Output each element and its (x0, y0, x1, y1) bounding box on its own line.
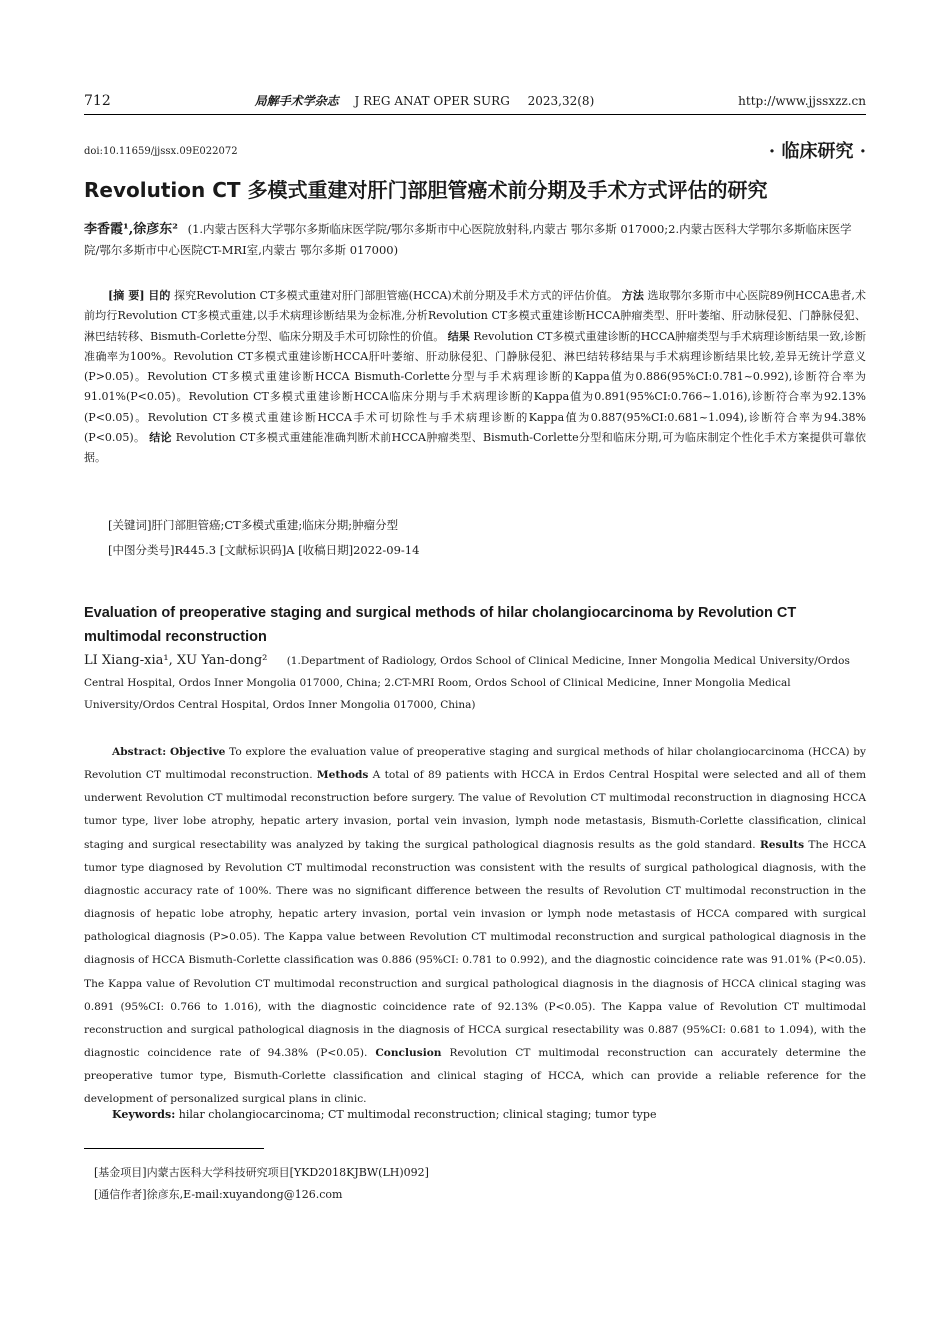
footnote-correspondence: [通信作者]徐彦东,E-mail:xuyandong@126.com (94, 1188, 343, 1201)
author-names-en: LI Xiang-xia¹, XU Yan-dong² (84, 653, 268, 668)
methods-label-cn: 方法 (621, 289, 644, 302)
running-header (84, 92, 866, 110)
methods-cn: 选取鄂尔多斯市中心医院89例HCCA患者,术前均行Revolution CT多模式重建,以手术病理诊断结果为金标准,分析Revolution CT多模式重建诊断HCCA肿瘤类型、肝叶萎缩、肝动脉侵犯、门静脉侵犯、淋巴结转移、Bismuth-Corlette分型、临床分期及手术可切除性的价值。 (84, 289, 867, 343)
conclusion-en: Revolution CT multimodal reconstruction can accurately determine the preoperative tumor type, Bismuth-Corlette classification and clinical staging of HCCA, which can provide a reliable reference for the development of personalized surgical plans in clinic. (84, 1047, 867, 1106)
abstract-label-en: Abstract: (112, 746, 167, 758)
doi[interactable]: doi:10.11659/jjssx.09E022072 (84, 146, 238, 157)
authors-cn (84, 219, 866, 260)
keywords-label-en: Keywords: (112, 1108, 176, 1121)
header-divider (84, 114, 866, 115)
title-cn: Revolution CT 多模式重建对肝门部胆管癌术前分期及手术方式评估的研究 (84, 178, 768, 202)
journal-name-en: J REG ANAT OPER SURG (354, 94, 510, 108)
author-names-cn: 李香霞¹,徐彦东² (84, 222, 178, 237)
abstract-cn (84, 286, 866, 469)
journal-volume: 2023,32(8) (527, 94, 595, 108)
objective-en: To explore the evaluation value of preoperative staging and surgical methods of hilar cholangiocarcinoma (HCCA) by Revolution CT multimodal reconstruction. (84, 746, 866, 782)
keywords-cn: [关键词]肝门部胆管癌;CT多模式重建;临床分期;肿瘤分型 (108, 518, 399, 532)
conclusion-label-cn: 结论 (149, 431, 172, 445)
results-cn: Revolution CT多模式重建诊断的HCCA肿瘤类型与手术病理诊断结果一致,诊断准确率为100%。Revolution CT多模式重建诊断HCCA肝叶萎缩、肝动脉侵犯、门静脉侵犯、淋巴结转移结果与手术病理诊断结果比较,差异无统计学意义(P>0.05)。Revolution CT多模式重建诊断HCCA Bismuth-Corlette分型与手术病理诊断的Kappa值为0.886(95%CI:0.781~0.992),诊断符合率为91.01%(P<0.05)。Revolution CT多模式重建诊断HCCA临床分期与手术病理诊断的Kappa值为0.891(95%CI:0.766~1.016),诊断符合率为92.13%(P<0.05)。Revolution CT多模式重建诊断HCCA手术可切除性与手术病理诊断的Kappa值为0.887(95%CI:0.681~1.094),诊断符合率为94.38%(P<0.05)。 (84, 329, 867, 445)
abstract-label-cn: [摘 要] (108, 289, 145, 302)
section-tag: · 临床研究 · (768, 141, 866, 162)
conclusion-label-en: Conclusion (375, 1047, 442, 1060)
results-label-cn: 结果 (447, 329, 470, 343)
methods-label-en: Methods (316, 769, 369, 782)
page-number: 712 (84, 93, 111, 109)
objective-label-en: Objective (169, 746, 226, 758)
objective-cn: 探究Revolution CT多模式重建对肝门部胆管癌(HCCA)术前分期及手术方式的评估价值。 (174, 289, 619, 302)
title-en: Evaluation of preoperative staging and surgical methods of hilar cholangiocarcinoma by Revolution CT multimodal reconstruction (84, 605, 797, 645)
keywords-en (112, 1108, 656, 1121)
methods-en: A total of 89 patients with HCCA in Erdos Central Hospital were selected and all of them underwent Revolution CT multimodal reconstruction before surgery. The value of Revolution CT multimodal reconstruction in diagnosing HCCA tumor type, liver lobe atrophy, hepatic artery invasion, portal vein invasion, lymph node metastasis, Bismuth-Corlette classification, clinical staging and surgical resectability was analyzed by taking the surgical pathological diagnosis results as the gold standard. (84, 769, 866, 851)
journal-citation (255, 92, 595, 109)
objective-label-cn: 目的 (148, 289, 171, 302)
affiliation-cn: (1.内蒙古医科大学鄂尔多斯临床医学院/鄂尔多斯市中心医院放射科,内蒙古 鄂尔多斯 017000;2.内蒙古医科大学鄂尔多斯临床医学院/鄂尔多斯市中心医院CT-MRI室,内蒙古 鄂尔多斯 017000) (84, 222, 852, 257)
keywords-list-en: hilar cholangiocarcinoma; CT multimodal reconstruction; clinical staging; tumor type (178, 1108, 657, 1121)
abstract-en (84, 741, 866, 1112)
footnote-divider (84, 1148, 264, 1149)
affiliation-en: (1.Department of Radiology, Ordos School of Clinical Medicine, Inner Mongolia Medical University/Ordos Central Hospital, Ordos Inner Mongolia 017000, China; 2.CT-MRI Room, Ordos School of Clinical Medicine, Inner Mongolia Medical University/Ordos Central Hospital, Ordos Inner Mongolia 017000, China) (84, 655, 850, 711)
results-en: The HCCA tumor type diagnosed by Revolution CT multimodal reconstruction was consistent with the results of surgical pathological diagnosis, with the diagnostic accuracy rate of 100%. There was no significant difference between the results of Revolution CT multimodal reconstruction in the diagnosis of hepatic lobe atrophy, hepatic artery invasion, portal vein invasion or lymph node metastasis of HCCA compared with surgical pathological diagnosis (P>0.05). The Kappa value between Revolution CT multimodal reconstruction and surgical pathological diagnosis in the diagnosis of HCCA Bismuth-Corlette classification was 0.886 (95%CI: 0.781 to 0.992), and the diagnostic coincidence rate was 91.01% (P<0.05). The Kappa value of Revolution CT multimodal reconstruction and surgical pathological diagnosis in the diagnosis of HCCA clinical staging was 0.891 (95%CI: 0.766 to 1.016), with the diagnostic coincidence rate of 92.13% (P<0.05). The Kappa value of Revolution CT multimodal reconstruction and surgical pathological diagnosis in the diagnosis of HCCA surgical resectability was 0.887 (95%CI: 0.681 to 1.094), with the diagnostic coincidence rate of 94.38% (P<0.05). (84, 838, 866, 1060)
footnote-fund: [基金项目]内蒙古医科大学科技研究项目[YKD2018KJBW(LH)092] (94, 1166, 429, 1179)
results-label-en: Results (759, 838, 805, 851)
journal-name-cn: 局解手术学杂志 (254, 94, 339, 108)
conclusion-cn: Revolution CT多模式重建能准确判断术前HCCA肿瘤类型、Bismuth-Corlette分型和临床分期,可为临床制定个性化手术方案提供可靠依据。 (84, 431, 867, 465)
authors-en (84, 650, 866, 716)
journal-url[interactable]: http://www.jjssxzz.cn (738, 94, 866, 108)
classification-cn: [中图分类号]R445.3 [文献标识码]A [收稿日期]2022-09-14 (108, 543, 420, 557)
